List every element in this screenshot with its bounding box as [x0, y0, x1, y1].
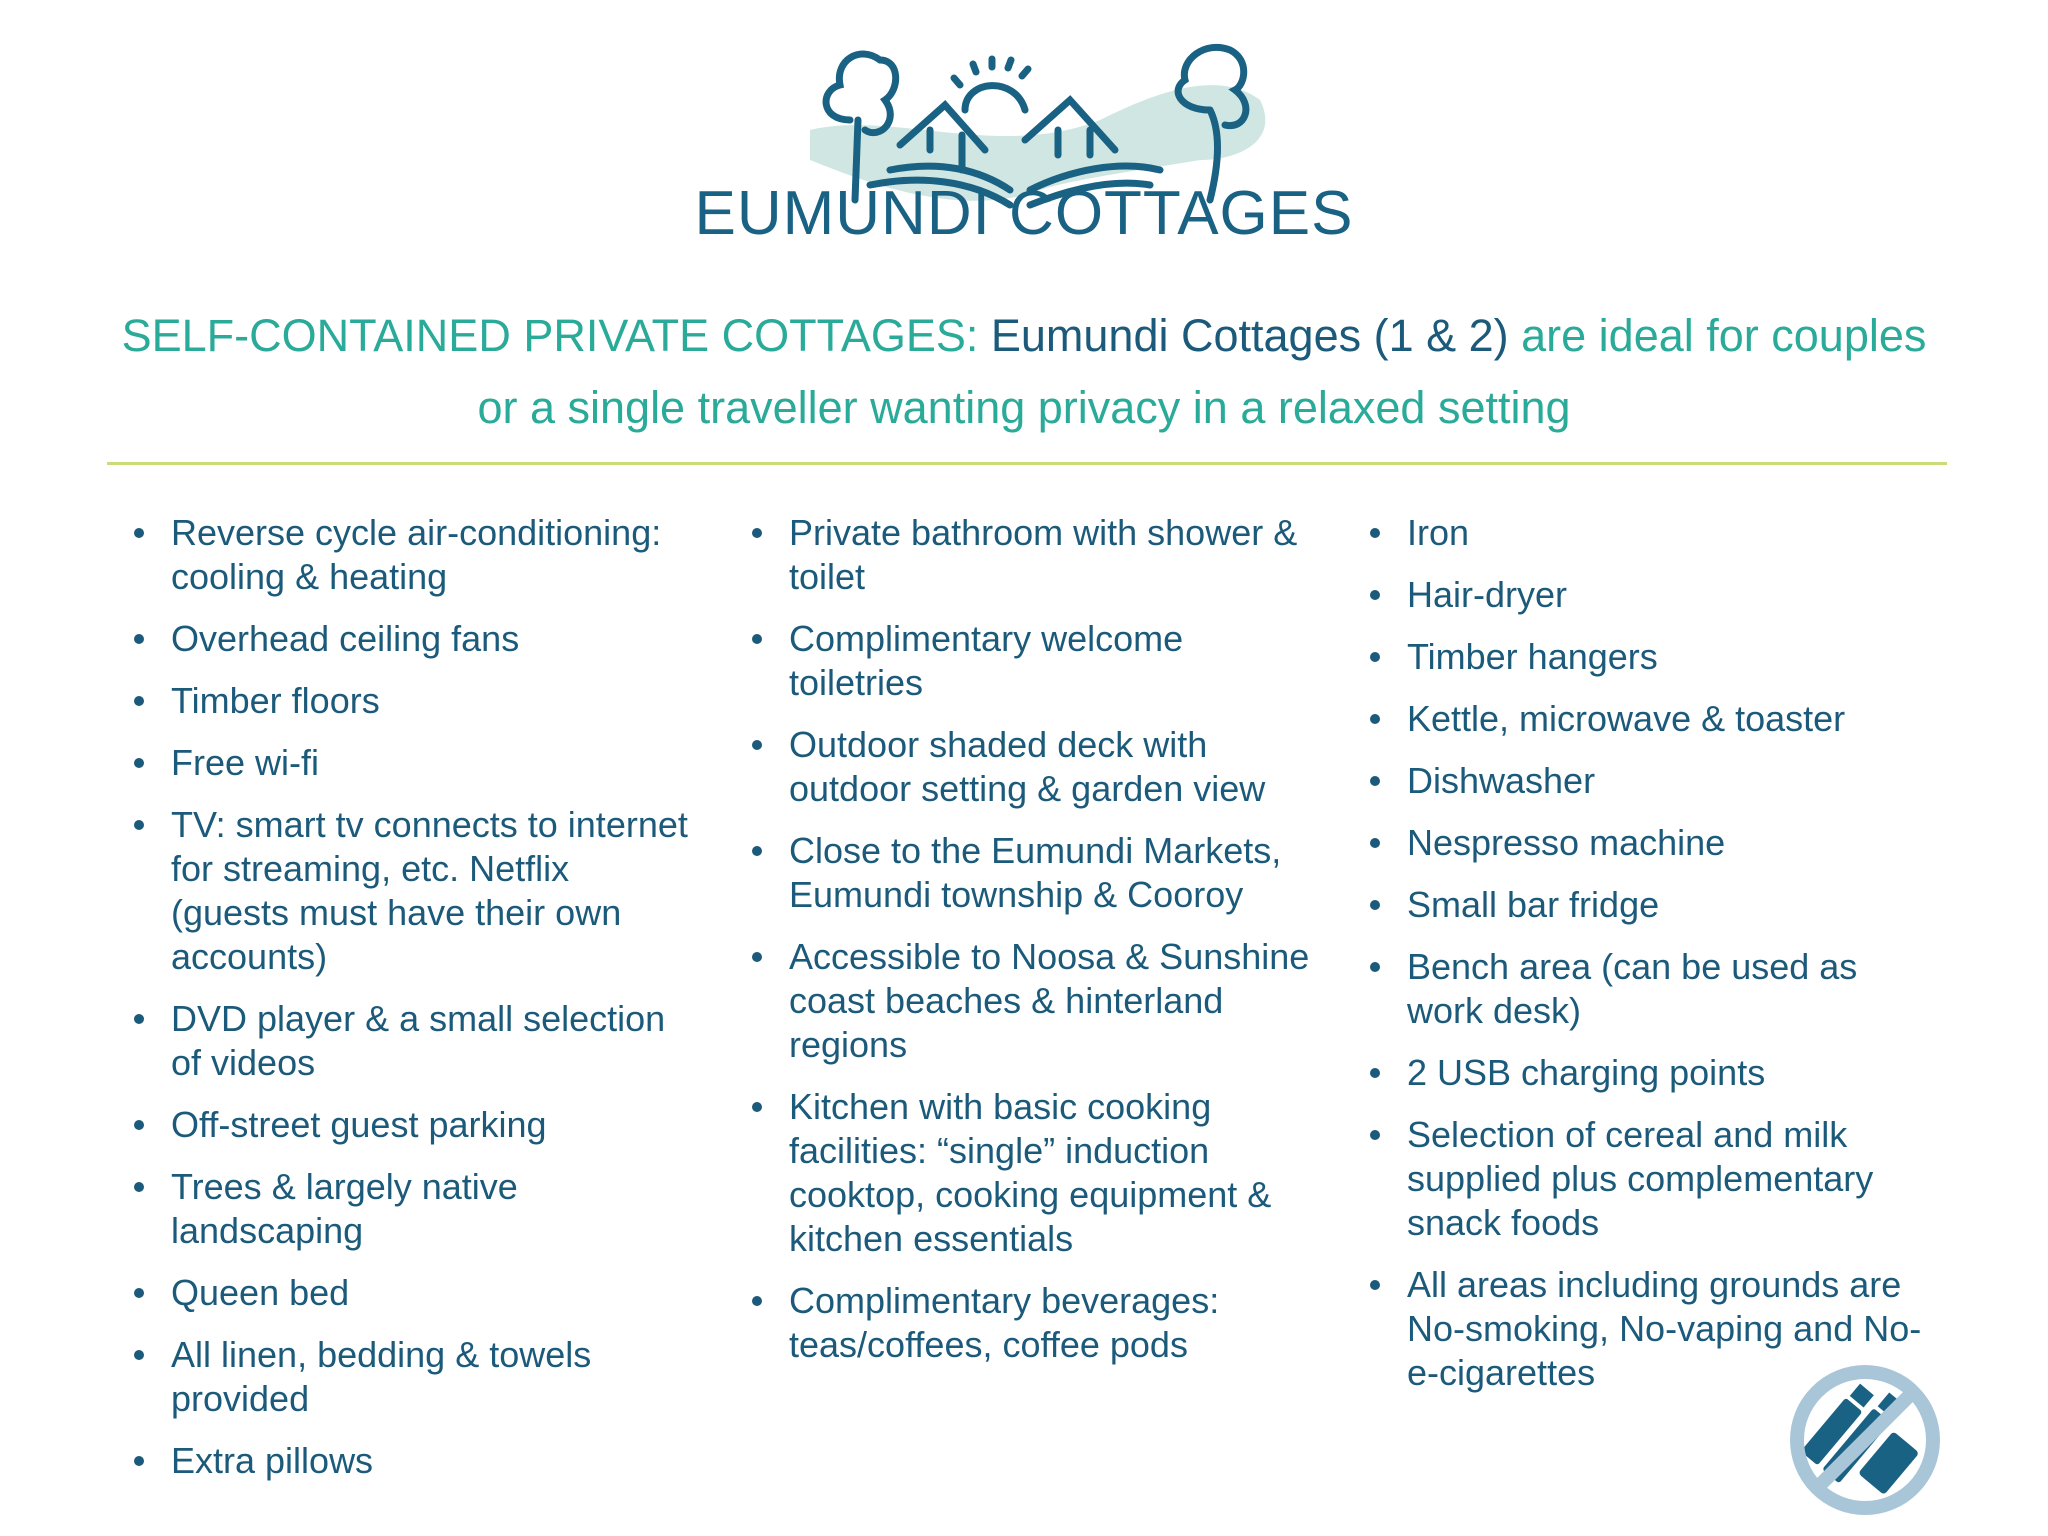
list-item: DVD player & a small selection of videos	[137, 997, 697, 1085]
amenities-column-2	[755, 511, 1315, 1385]
list-item: Overhead ceiling fans	[137, 617, 697, 661]
list-item: Kettle, microwave & toaster	[1373, 697, 1933, 741]
list-item: Accessible to Noosa & Sunshine coast beaches & hinterland regions	[755, 935, 1315, 1067]
list-item: Selection of cereal and milk supplied plus complementary snack foods	[1373, 1113, 1933, 1245]
amenities-column-3	[1373, 511, 1933, 1413]
list-item: Small bar fridge	[1373, 883, 1933, 927]
list-item: Extra pillows	[137, 1439, 697, 1483]
list-item: 2 USB charging points	[1373, 1051, 1933, 1095]
list-item: Complimentary beverages: teas/coffees, coffee pods	[755, 1279, 1315, 1367]
list-item: Off-street guest parking	[137, 1103, 697, 1147]
list-item: Reverse cycle air-conditioning: cooling & heating	[137, 511, 697, 599]
list-item: Complimentary welcome toiletries	[755, 617, 1315, 705]
list-item: All linen, bedding & towels provided	[137, 1333, 697, 1421]
list-item: TV: smart tv connects to internet for streaming, etc. Netflix (guests must have their own accounts)	[137, 803, 697, 979]
list-item: Trees & largely native landscaping	[137, 1165, 697, 1253]
list-item: Kitchen with basic cooking facilities: “single” induction cooktop, cooking equipment & kitchen essentials	[755, 1085, 1315, 1261]
brand-name: EUMUNDI COTTAGES	[694, 179, 1354, 248]
amenities-column-1	[137, 511, 697, 1501]
list-item: Hair-dryer	[1373, 573, 1933, 617]
list-item: Free wi-fi	[137, 741, 697, 785]
no-vaping-icon	[1785, 1360, 1945, 1520]
list-item: Close to the Eumundi Markets, Eumundi township & Cooroy	[755, 829, 1315, 917]
list-item: Nespresso machine	[1373, 821, 1933, 865]
list-item: Private bathroom with shower & toilet	[755, 511, 1315, 599]
list-item: All areas including grounds are No-smoking, No-vaping and No-e-cigarettes	[1373, 1263, 1933, 1395]
divider	[107, 462, 1947, 465]
list-item: Outdoor shaded deck with outdoor setting & garden view	[755, 723, 1315, 811]
headline	[100, 300, 1948, 444]
headline-description: are ideal for couples or a single traveller wanting privacy in a relaxed setting	[477, 310, 1927, 433]
list-item: Queen bed	[137, 1271, 697, 1315]
list-item: Iron	[1373, 511, 1933, 555]
list-item: Bench area (can be used as work desk)	[1373, 945, 1933, 1033]
headline-label: SELF-CONTAINED PRIVATE COTTAGES:	[121, 310, 991, 361]
list-item: Dishwasher	[1373, 759, 1933, 803]
list-item: Timber hangers	[1373, 635, 1933, 679]
headline-cottages: Eumundi Cottages (1 & 2)	[990, 310, 1509, 361]
list-item: Timber floors	[137, 679, 697, 723]
